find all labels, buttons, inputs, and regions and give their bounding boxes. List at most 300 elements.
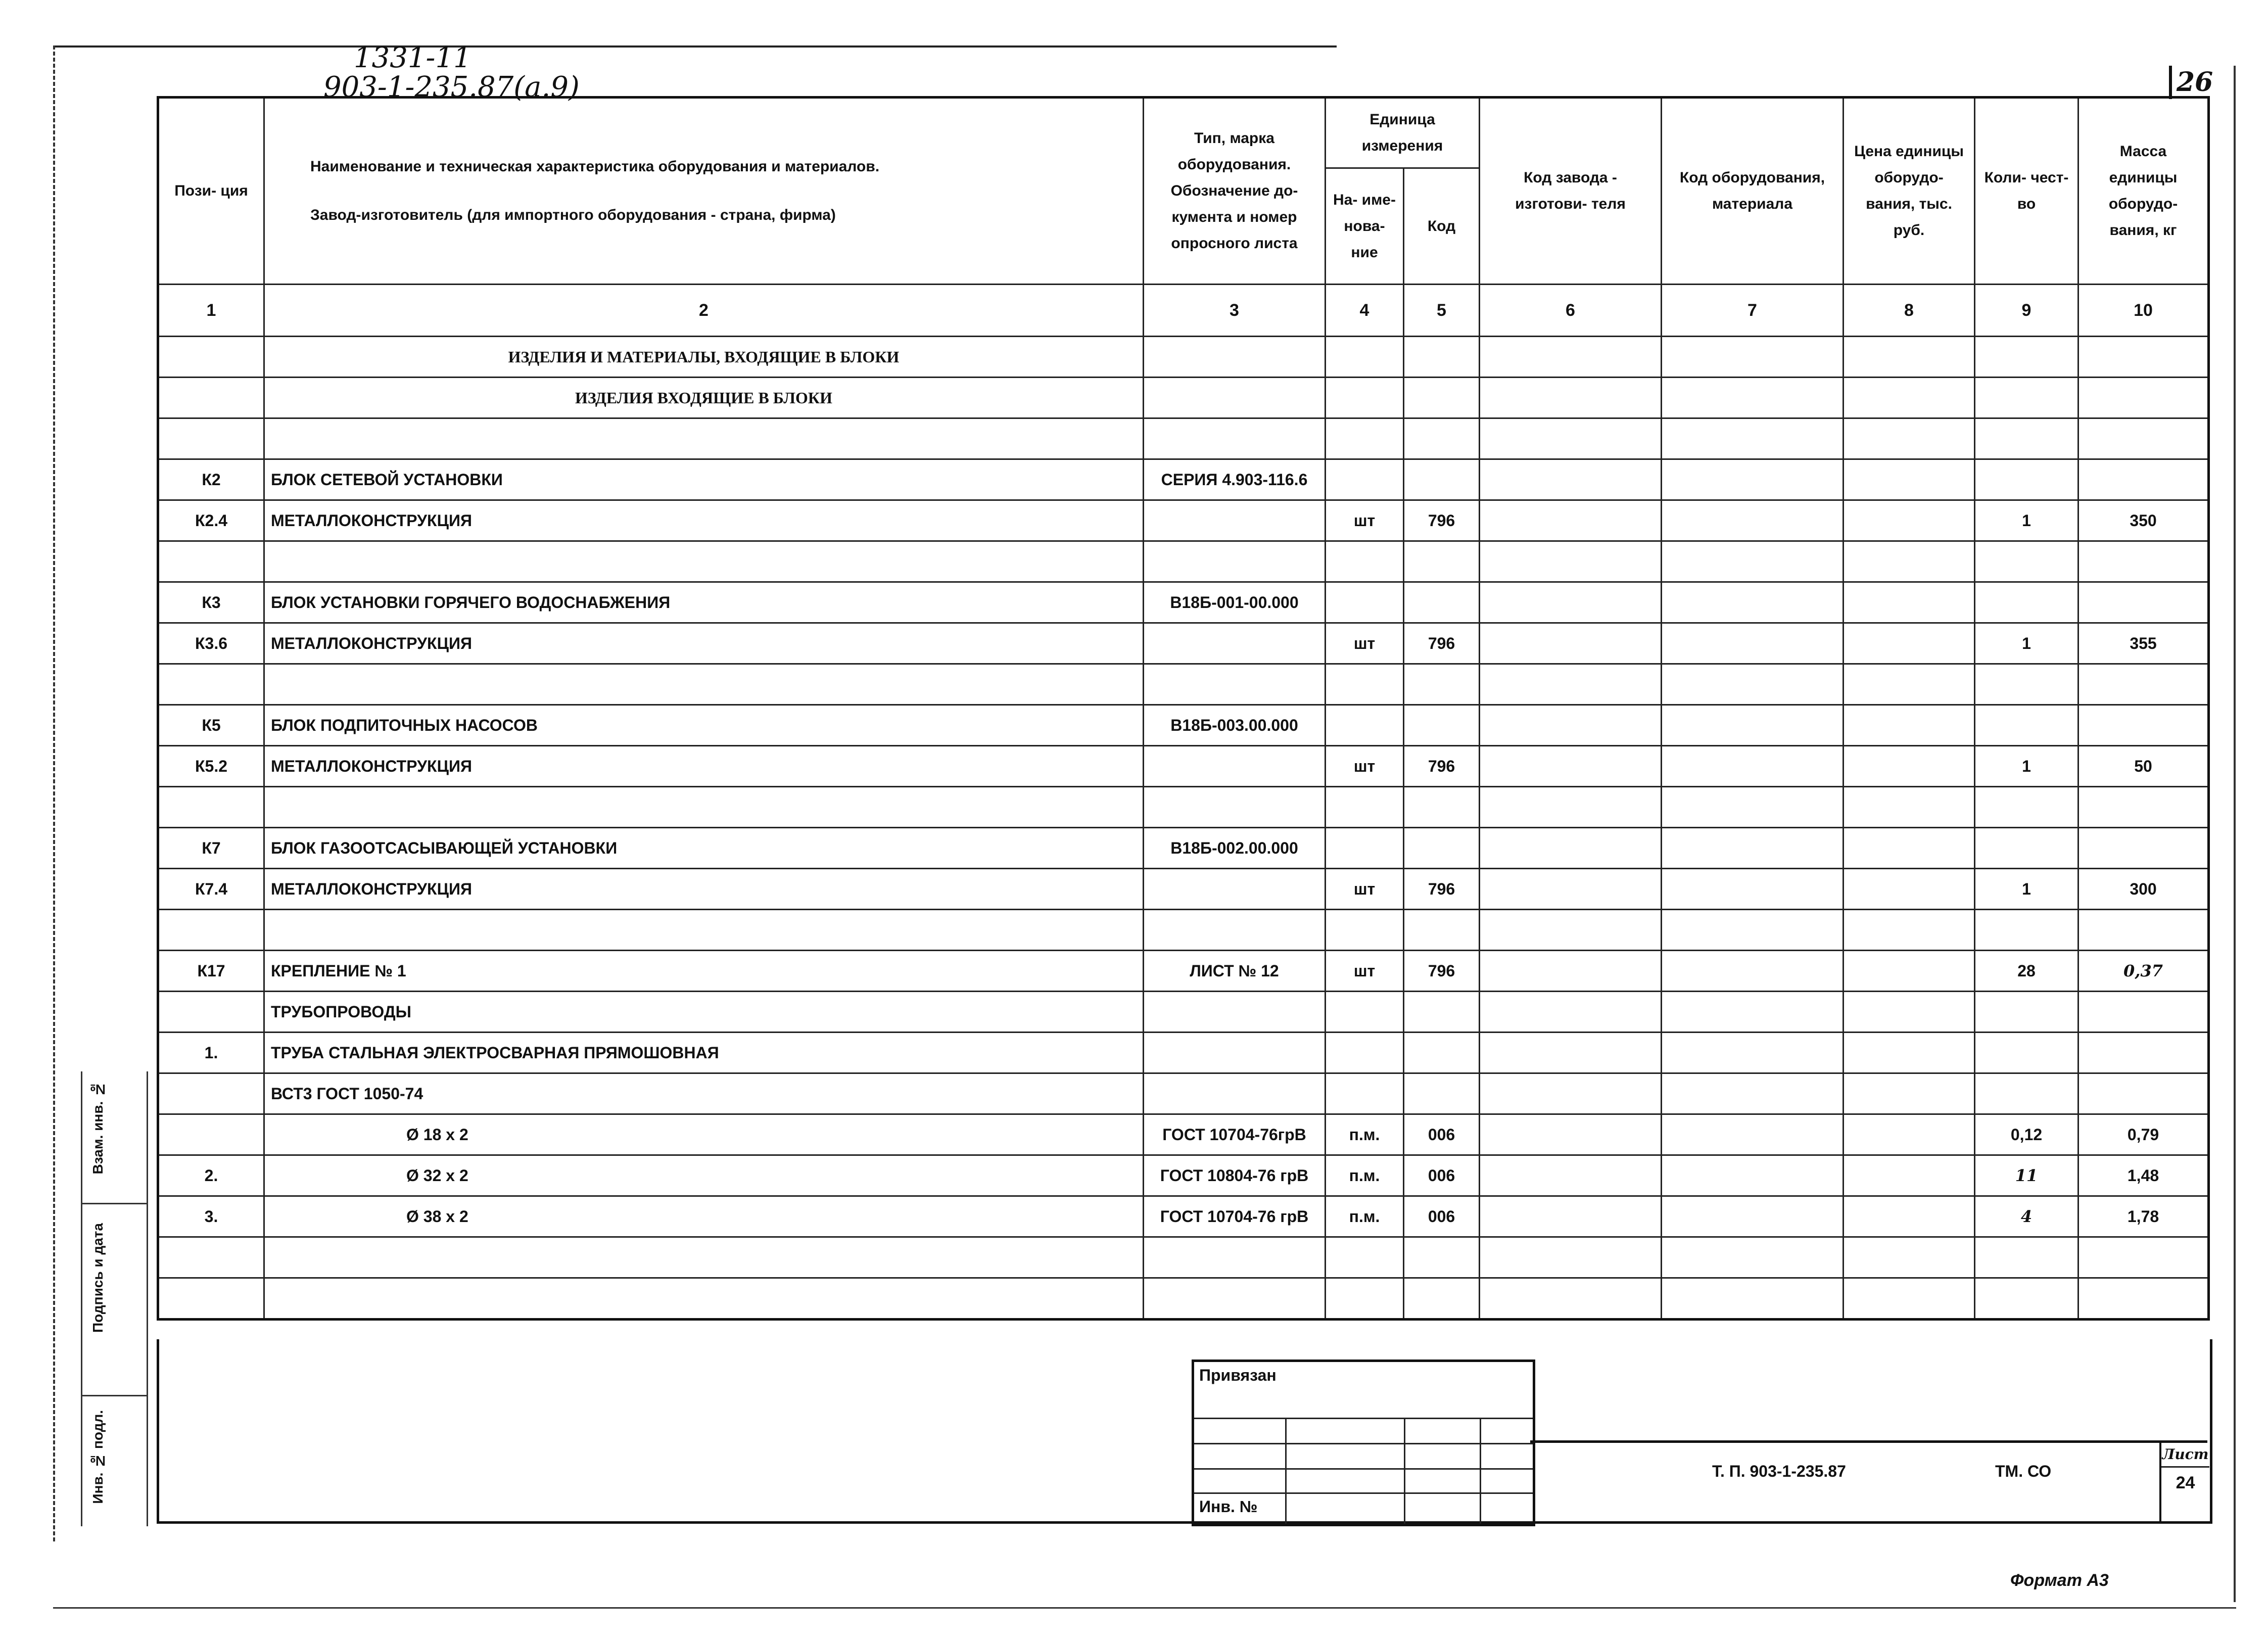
unit-name-cell: п.м. (1326, 1114, 1404, 1155)
table-row (158, 459, 2209, 500)
type-cell: ГОСТ 10804-76 грВ (1144, 1155, 1326, 1196)
mass-cell: 0,37 (2078, 951, 2209, 992)
header-unit-group: Единица измерения (1326, 98, 1480, 168)
quantity-cell (1975, 418, 2078, 459)
sheet-box (2159, 1443, 2209, 1524)
table-row (158, 500, 2209, 541)
price-cell (1844, 1114, 1975, 1155)
name-cell: Ø 38 х 2 (264, 1196, 1144, 1237)
stamp-line (1194, 1418, 1533, 1419)
quantity-cell: 1 (1975, 746, 2078, 787)
name-cell: БЛОК ГАЗООТСАСЫВАЮЩЕЙ УСТАНОВКИ (264, 828, 1144, 869)
price-cell (1844, 992, 1975, 1033)
material-code-cell (1662, 1237, 1844, 1278)
unit-name-cell (1326, 664, 1404, 705)
table-row (158, 1237, 2209, 1278)
type-cell: ЛИСТ № 12 (1144, 951, 1326, 992)
name-cell: КРЕПЛЕНИЕ № 1 (264, 951, 1144, 992)
price-cell (1844, 459, 1975, 500)
quantity-cell (1975, 337, 2078, 378)
price-cell (1844, 1237, 1975, 1278)
unit-name-cell: п.м. (1326, 1196, 1404, 1237)
handwritten-sheet-number: 26 (2169, 66, 2217, 99)
position-cell (158, 337, 264, 378)
plant-code-cell (1480, 378, 1662, 418)
price-cell (1844, 910, 1975, 951)
unit-name-cell: шт (1326, 746, 1404, 787)
plant-code-cell (1480, 541, 1662, 582)
quantity-cell (1975, 787, 2078, 828)
unit-code-cell: 796 (1404, 746, 1480, 787)
stamp-divider (1404, 1418, 1405, 1524)
column-number: 4 (1326, 285, 1404, 337)
quantity-cell (1975, 1033, 2078, 1073)
unit-name-cell (1326, 378, 1404, 418)
header-material-code: Код оборудования, материала (1662, 98, 1844, 285)
unit-name-cell (1326, 418, 1404, 459)
type-cell (1144, 541, 1326, 582)
header-name (264, 98, 1144, 285)
table-row (158, 1073, 2209, 1114)
unit-code-cell: 006 (1404, 1114, 1480, 1155)
unit-code-cell (1404, 418, 1480, 459)
column-number: 8 (1844, 285, 1975, 337)
plant-code-cell (1480, 582, 1662, 623)
name-cell: МЕТАЛЛОКОНСТРУКЦИЯ (264, 869, 1144, 910)
table-row (158, 992, 2209, 1033)
material-code-cell (1662, 459, 1844, 500)
plant-code-cell (1480, 951, 1662, 992)
position-cell (158, 787, 264, 828)
mass-cell (2078, 664, 2209, 705)
price-cell (1844, 1155, 1975, 1196)
plant-code-cell (1480, 1196, 1662, 1237)
stamp-divider (1285, 1418, 1287, 1524)
mass-cell: 300 (2078, 869, 2209, 910)
material-code-cell (1662, 378, 1844, 418)
name-cell: ТРУБА СТАЛЬНАЯ ЭЛЕКТРОСВАРНАЯ ПРЯМОШОВНАЯ (264, 1033, 1144, 1073)
unit-code-cell (1404, 910, 1480, 951)
frame-left-line (53, 45, 55, 1541)
plant-code-cell (1480, 1073, 1662, 1114)
mass-cell: 1,78 (2078, 1196, 2209, 1237)
bound-label: Привязан (1199, 1366, 1277, 1384)
quantity-cell (1975, 459, 2078, 500)
unit-code-cell (1404, 1237, 1480, 1278)
plant-code-cell (1480, 828, 1662, 869)
name-cell: БЛОК ПОДПИТОЧНЫХ НАСОСОВ (264, 705, 1144, 746)
mass-cell: 50 (2078, 746, 2209, 787)
position-cell (158, 1114, 264, 1155)
material-code-cell (1662, 705, 1844, 746)
position-cell: К17 (158, 951, 264, 992)
column-number: 5 (1404, 285, 1480, 337)
type-cell (1144, 1073, 1326, 1114)
price-cell (1844, 1033, 1975, 1073)
unit-code-cell (1404, 1073, 1480, 1114)
header-unit-code: Код (1404, 168, 1480, 285)
mass-cell (2078, 705, 2209, 746)
mass-cell (2078, 828, 2209, 869)
mass-cell (2078, 337, 2209, 378)
position-cell (158, 418, 264, 459)
specification-body (158, 337, 2209, 1320)
name-cell: ИЗДЕЛИЯ ВХОДЯЩИЕ В БЛОКИ (264, 378, 1144, 418)
unit-code-cell (1404, 664, 1480, 705)
table-row (158, 746, 2209, 787)
inv-orig-label: Инв. № подл. (90, 1410, 106, 1504)
stamp-line (1194, 1443, 1533, 1444)
material-code-cell (1662, 623, 1844, 664)
column-number: 7 (1662, 285, 1844, 337)
material-code-cell (1662, 418, 1844, 459)
column-number: 10 (2078, 285, 2209, 337)
quantity-cell (1975, 582, 2078, 623)
plant-code-cell (1480, 869, 1662, 910)
position-cell (158, 541, 264, 582)
unit-name-cell (1326, 910, 1404, 951)
type-cell: В18Б-003.00.000 (1144, 705, 1326, 746)
table-row (158, 1278, 2209, 1320)
unit-name-cell (1326, 1278, 1404, 1320)
document-designation-block (1530, 1440, 2207, 1524)
type-cell: В18Б-001-00.000 (1144, 582, 1326, 623)
name-cell: БЛОК СЕТЕВОЙ УСТАНОВКИ (264, 459, 1144, 500)
unit-code-cell: 796 (1404, 951, 1480, 992)
plant-code-cell (1480, 459, 1662, 500)
name-cell (264, 541, 1144, 582)
unit-code-cell (1404, 787, 1480, 828)
unit-code-cell (1404, 992, 1480, 1033)
stamp-line (1194, 1492, 1533, 1494)
material-code-cell (1662, 1196, 1844, 1237)
unit-code-cell: 796 (1404, 869, 1480, 910)
type-cell (1144, 337, 1326, 378)
plant-code-cell (1480, 1114, 1662, 1155)
unit-code-cell: 006 (1404, 1196, 1480, 1237)
name-cell (264, 910, 1144, 951)
unit-name-cell: шт (1326, 500, 1404, 541)
header-price: Цена единицы оборудо- вания, тыс. руб. (1844, 98, 1975, 285)
quantity-cell: 28 (1975, 951, 2078, 992)
mass-cell: 355 (2078, 623, 2209, 664)
unit-code-cell (1404, 828, 1480, 869)
mass-cell: 1,48 (2078, 1155, 2209, 1196)
material-code-cell (1662, 582, 1844, 623)
unit-name-cell (1326, 582, 1404, 623)
plant-code-cell (1480, 910, 1662, 951)
name-cell: Ø 32 х 2 (264, 1155, 1144, 1196)
price-cell (1844, 1073, 1975, 1114)
unit-code-cell (1404, 705, 1480, 746)
position-cell: К7.4 (158, 869, 264, 910)
table-row (158, 1114, 2209, 1155)
price-cell (1844, 787, 1975, 828)
price-cell (1844, 1278, 1975, 1320)
material-code-cell (1662, 1114, 1844, 1155)
position-cell: 3. (158, 1196, 264, 1237)
type-cell: ГОСТ 10704-76грВ (1144, 1114, 1326, 1155)
unit-code-cell (1404, 378, 1480, 418)
plant-code-cell (1480, 500, 1662, 541)
type-cell (1144, 1278, 1326, 1320)
material-code-cell (1662, 992, 1844, 1033)
header-position: Пози- ция (158, 98, 264, 285)
price-cell (1844, 582, 1975, 623)
unit-name-cell (1326, 1073, 1404, 1114)
name-cell: Ø 18 х 2 (264, 1114, 1144, 1155)
price-cell (1844, 337, 1975, 378)
mass-cell (2078, 787, 2209, 828)
mass-cell (2078, 378, 2209, 418)
material-code-cell (1662, 828, 1844, 869)
column-number: 6 (1480, 285, 1662, 337)
position-cell (158, 910, 264, 951)
table-row (158, 828, 2209, 869)
material-code-cell (1662, 951, 1844, 992)
quantity-cell (1975, 828, 2078, 869)
quantity-cell (1975, 1278, 2078, 1320)
plant-code-cell (1480, 418, 1662, 459)
name-cell: МЕТАЛЛОКОНСТРУКЦИЯ (264, 623, 1144, 664)
unit-name-cell (1326, 1237, 1404, 1278)
binding-stamp (1192, 1359, 1535, 1526)
plant-code-cell (1480, 1155, 1662, 1196)
mass-cell: 350 (2078, 500, 2209, 541)
type-cell (1144, 992, 1326, 1033)
material-code-cell (1662, 1033, 1844, 1073)
position-cell: К3 (158, 582, 264, 623)
position-cell (158, 1073, 264, 1114)
name-cell: МЕТАЛЛОКОНСТРУКЦИЯ (264, 500, 1144, 541)
name-cell: ТРУБОПРОВОДЫ (264, 992, 1144, 1033)
unit-name-cell: шт (1326, 951, 1404, 992)
unit-name-cell (1326, 1033, 1404, 1073)
quantity-cell: 1 (1975, 869, 2078, 910)
price-cell (1844, 378, 1975, 418)
position-cell (158, 992, 264, 1033)
quantity-cell (1975, 378, 2078, 418)
frame-bottom-line (53, 1607, 2236, 1609)
mass-cell (2078, 992, 2209, 1033)
name-cell: МЕТАЛЛОКОНСТРУКЦИЯ (264, 746, 1144, 787)
table-row (158, 910, 2209, 951)
sheet-number: 24 (2176, 1473, 2195, 1492)
header-type: Тип, марка оборудования. Обозначение до- кумента и номер опросного листа (1144, 98, 1326, 285)
table-row (158, 664, 2209, 705)
type-cell (1144, 664, 1326, 705)
type-cell (1144, 1033, 1326, 1073)
mass-cell: 0,79 (2078, 1114, 2209, 1155)
position-cell: 2. (158, 1155, 264, 1196)
material-code-cell (1662, 664, 1844, 705)
price-cell (1844, 623, 1975, 664)
plant-code-cell (1480, 992, 1662, 1033)
material-code-cell (1662, 1073, 1844, 1114)
price-cell (1844, 1196, 1975, 1237)
type-cell: В18Б-002.00.000 (1144, 828, 1326, 869)
mass-cell (2078, 1278, 2209, 1320)
header-mass: Масса единицы оборудо- вания, кг (2078, 98, 2209, 285)
sheet-label: Лист (2161, 1443, 2209, 1468)
type-cell (1144, 910, 1326, 951)
unit-name-cell (1326, 828, 1404, 869)
quantity-cell (1975, 664, 2078, 705)
document-section: ТМ. СО (1995, 1462, 2052, 1480)
unit-code-cell (1404, 1278, 1480, 1320)
table-row (158, 951, 2209, 992)
header-quantity: Коли- чест- во (1975, 98, 2078, 285)
side-strip-tick (81, 1203, 147, 1204)
plant-code-cell (1480, 787, 1662, 828)
type-cell (1144, 500, 1326, 541)
side-strip-line (81, 1071, 82, 1526)
replace-inv-label: Взам. инв. № (90, 1082, 106, 1175)
price-cell (1844, 828, 1975, 869)
price-cell (1844, 951, 1975, 992)
material-code-cell (1662, 869, 1844, 910)
quantity-cell (1975, 1073, 2078, 1114)
format-label: Формат А3 (2010, 1571, 2109, 1590)
quantity-cell: 1 (1975, 623, 2078, 664)
unit-code-cell (1404, 337, 1480, 378)
plant-code-cell (1480, 1237, 1662, 1278)
unit-name-cell: шт (1326, 623, 1404, 664)
material-code-cell (1662, 541, 1844, 582)
type-cell (1144, 623, 1326, 664)
inv-number-label: Инв. № (1199, 1497, 1258, 1516)
quantity-cell (1975, 705, 2078, 746)
type-cell (1144, 746, 1326, 787)
unit-name-cell (1326, 337, 1404, 378)
position-cell: К7 (158, 828, 264, 869)
position-cell (158, 1237, 264, 1278)
table-row (158, 418, 2209, 459)
column-number: 9 (1975, 285, 2078, 337)
position-cell (158, 378, 264, 418)
type-cell: СЕРИЯ 4.903-116.6 (1144, 459, 1326, 500)
plant-code-cell (1480, 705, 1662, 746)
position-cell: К3.6 (158, 623, 264, 664)
side-approval-strip (81, 1071, 147, 1526)
price-cell (1844, 664, 1975, 705)
unit-name-cell (1326, 992, 1404, 1033)
name-cell: ВСТ3 ГОСТ 1050-74 (264, 1073, 1144, 1114)
unit-name-cell: п.м. (1326, 1155, 1404, 1196)
name-cell (264, 1237, 1144, 1278)
unit-code-cell (1404, 541, 1480, 582)
mass-cell (2078, 418, 2209, 459)
header-name-line2: Завод-изготовитель (для импортного оборудования - страна, фирма) (310, 207, 836, 223)
quantity-cell: 0,12 (1975, 1114, 2078, 1155)
price-cell (1844, 418, 1975, 459)
frame-top-line (53, 45, 1337, 48)
table-row (158, 1155, 2209, 1196)
plant-code-cell (1480, 746, 1662, 787)
price-cell (1844, 869, 1975, 910)
position-cell: 1. (158, 1033, 264, 1073)
specification-table (157, 96, 2210, 1321)
mass-cell (2078, 910, 2209, 951)
quantity-cell: 1 (1975, 500, 2078, 541)
mass-cell (2078, 1073, 2209, 1114)
mass-cell (2078, 541, 2209, 582)
header-plant-code: Код завода - изготови- теля (1480, 98, 1662, 285)
quantity-cell (1975, 992, 2078, 1033)
column-number: 2 (264, 285, 1144, 337)
unit-code-cell (1404, 459, 1480, 500)
position-cell: К2.4 (158, 500, 264, 541)
side-strip-line (147, 1071, 148, 1526)
quantity-cell: 11 (1975, 1155, 2078, 1196)
unit-code-cell: 796 (1404, 500, 1480, 541)
type-cell (1144, 787, 1326, 828)
table-row (158, 623, 2209, 664)
position-cell: К2 (158, 459, 264, 500)
name-cell (264, 1278, 1144, 1320)
material-code-cell (1662, 1278, 1844, 1320)
plant-code-cell (1480, 337, 1662, 378)
name-cell (264, 787, 1144, 828)
stamp-divider (1480, 1418, 1481, 1524)
material-code-cell (1662, 746, 1844, 787)
position-cell: К5.2 (158, 746, 264, 787)
table-row (158, 705, 2209, 746)
side-strip-tick (81, 1395, 147, 1396)
table-row (158, 869, 2209, 910)
unit-code-cell (1404, 1033, 1480, 1073)
position-cell: К5 (158, 705, 264, 746)
material-code-cell (1662, 337, 1844, 378)
plant-code-cell (1480, 664, 1662, 705)
unit-name-cell (1326, 541, 1404, 582)
header-unit-name: На- име- нова- ние (1326, 168, 1404, 285)
mass-cell (2078, 1033, 2209, 1073)
mass-cell (2078, 582, 2209, 623)
unit-name-cell (1326, 705, 1404, 746)
name-cell (264, 664, 1144, 705)
header-name-line1: Наименование и техническая характеристика оборудования и материалов. (310, 158, 880, 175)
table-row (158, 582, 2209, 623)
material-code-cell (1662, 910, 1844, 951)
name-cell (264, 418, 1144, 459)
table-row (158, 787, 2209, 828)
column-number: 3 (1144, 285, 1326, 337)
table-row (158, 1033, 2209, 1073)
table-row (158, 378, 2209, 418)
unit-code-cell (1404, 582, 1480, 623)
material-code-cell (1662, 500, 1844, 541)
material-code-cell (1662, 787, 1844, 828)
plant-code-cell (1480, 623, 1662, 664)
unit-code-cell: 006 (1404, 1155, 1480, 1196)
price-cell (1844, 705, 1975, 746)
table-row (158, 337, 2209, 378)
type-cell (1144, 418, 1326, 459)
name-cell: БЛОК УСТАНОВКИ ГОРЯЧЕГО ВОДОСНАБЖЕНИЯ (264, 582, 1144, 623)
position-cell (158, 1278, 264, 1320)
type-cell (1144, 869, 1326, 910)
table-row (158, 1196, 2209, 1237)
quantity-cell: 4 (1975, 1196, 2078, 1237)
price-cell (1844, 541, 1975, 582)
type-cell: ГОСТ 10704-76 грВ (1144, 1196, 1326, 1237)
mass-cell (2078, 1237, 2209, 1278)
frame-right-line (2234, 66, 2236, 1602)
type-cell (1144, 1237, 1326, 1278)
plant-code-cell (1480, 1278, 1662, 1320)
stamp-line (1194, 1468, 1533, 1470)
